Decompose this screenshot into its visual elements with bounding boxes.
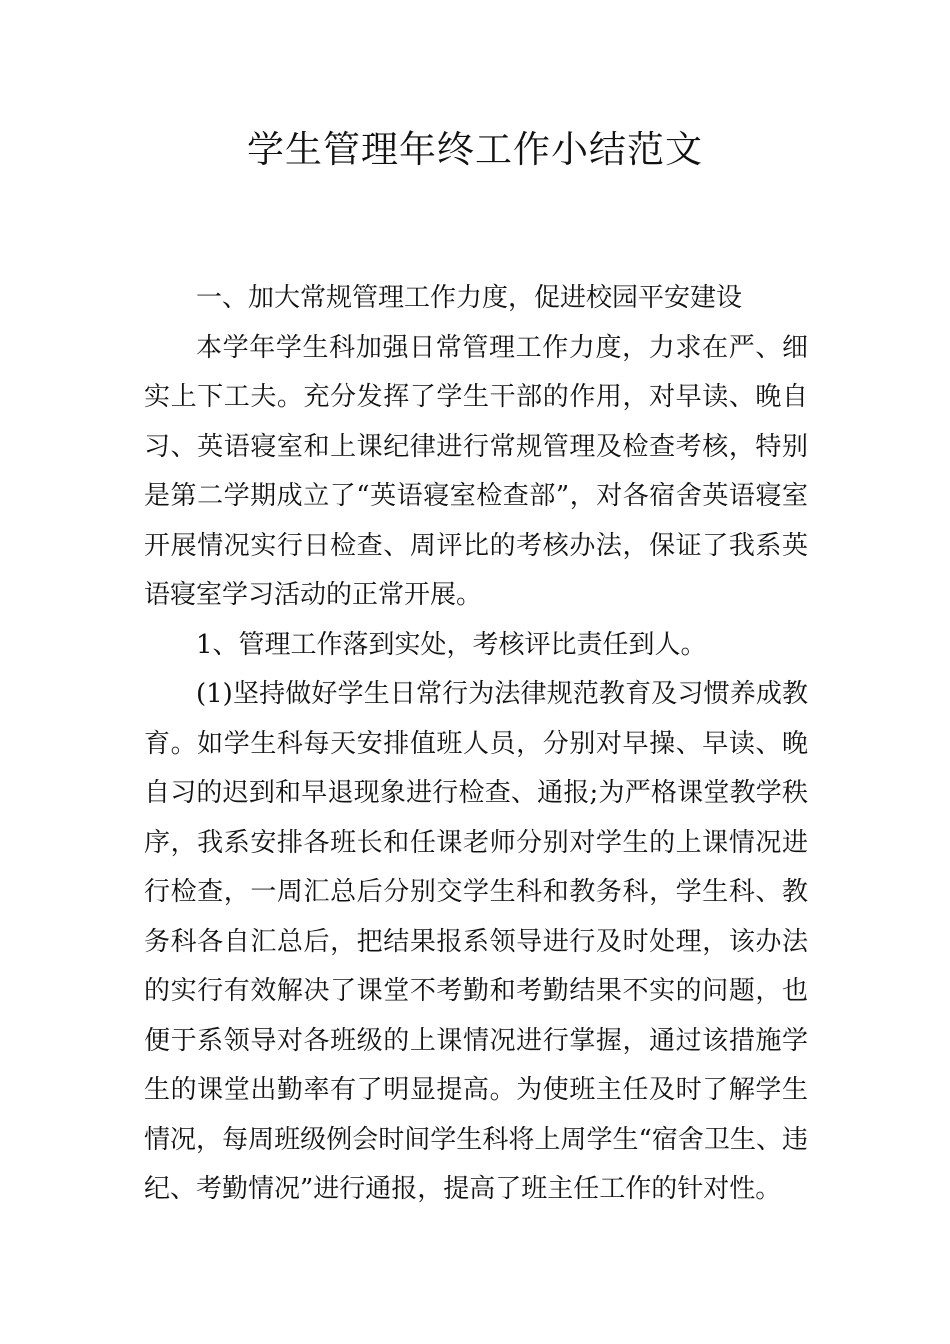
subsection-heading: 1、管理工作落到实处，考核评比责任到人。 (196, 629, 707, 660)
body-paragraph: (1)坚持做好学生日常行为法律规范教育及习惯养成教育。如学生科每天安排值班人员，分别对早操、早读、晚自习的迟到和早退现象进行检查、通报;为严格课堂教学秩序，我系安排各班长和任课老师分别对学生的上课情况进行检查，一周汇总后分别交学生科和教务科，学生科、教务科各自汇总后，把结果报系领导进行及时处理，该办法的实行有效解决了课堂不考勤和考勤结果不实的问题，也便于系领导对各班级的上课情况进行掌握，通过该措施学生的课堂出勤率有了明显提高。为使班主任及时了解学生情况，每周班级例会时间学生科将上周学生“宿舍卫生、违纪、考勤情况”进行通报，提高了班主任工作的针对性。 (144, 679, 808, 1204)
document-title: 学生管理年终工作小结范文 (247, 128, 703, 171)
body-paragraph: 本学年学生科加强日常管理工作力度，力求在严、细实上下工夫。充分发挥了学生干部的作用，对早读、晚自习、英语寝室和上课纪律进行常规管理及检查考核，特别是第二学期成立了“英语寝室检查部”，对各宿舍英语寝室开展情况实行日检查、周评比的考核办法，保证了我系英语寝室学习活动的正常开展。 (144, 332, 808, 610)
section-heading: 一、加大常规管理工作力度，促进校园平安建设 (196, 283, 743, 313)
document-body (144, 274, 808, 1215)
